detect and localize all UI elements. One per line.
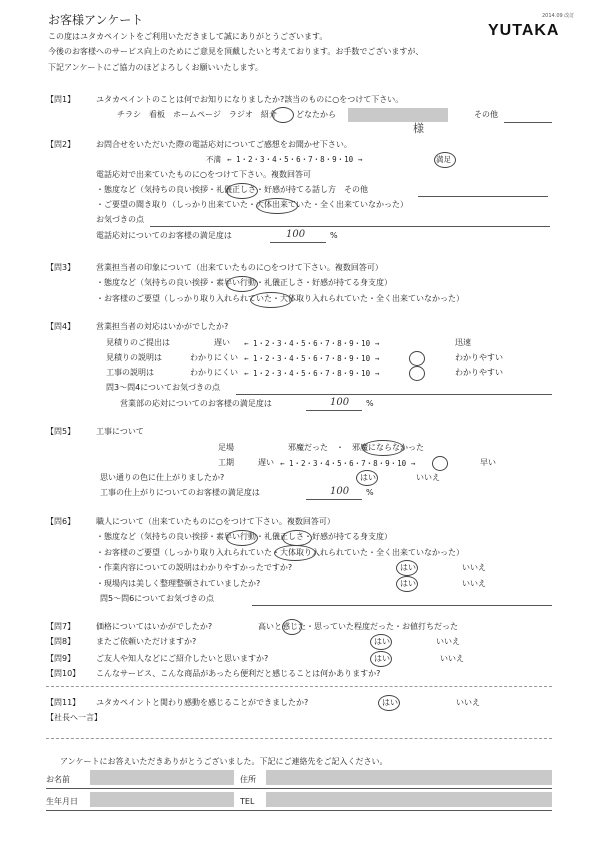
president-line-1: [46, 738, 552, 739]
q5-satisfaction-line: [306, 499, 362, 500]
q6-notice: 問5〜問6についてお気づきの点: [100, 594, 215, 603]
footer-name-label: お名前: [46, 775, 70, 784]
q5-row2-answer-circle: [432, 456, 448, 471]
footer-name-redacted: [90, 770, 234, 785]
q5-unit: %: [366, 488, 374, 497]
q4-row3-label: 工事の説明は: [106, 368, 154, 377]
q1-options: チラシ 看板 ホームページ ラジオ 紹介: [117, 110, 277, 119]
q5-satisfaction: 工事の仕上がりについてのお客様の満足度は: [100, 488, 260, 497]
q7-options: 高いと感じた・思っていた程度だった・お値打ちだった: [258, 622, 458, 631]
footer-address-label: 住所: [240, 775, 256, 784]
q4-label: 【問4】: [46, 322, 76, 331]
q1-other-line: [504, 122, 552, 123]
q1-answer-circle: [272, 107, 294, 123]
footer-line-2: [46, 810, 552, 811]
q7-answer-circle: [282, 619, 302, 635]
q2-notice-line: [150, 226, 550, 227]
intro-line-2: 今後のお客様へのサービス向上のためにご意見を頂戴したいと考えております。お手数でございますが、: [48, 47, 424, 56]
q4-row1-left: 遅い: [214, 338, 230, 347]
q4-row3-scale: ← 1・2・3・4・5・6・7・8・9・10 →: [244, 369, 380, 378]
q3-sub-1: ・態度など（気持ちの良い挨拶・素早い行動・礼儀正しさ・好感が持てる身支度）: [96, 278, 392, 287]
q1-handwritten-honorific: 様: [413, 122, 424, 135]
q6-sub-3-no: いいえ: [462, 563, 486, 572]
q6-sub-3-circle: [396, 560, 418, 576]
q3-question: 営業担当者の印象について（出来ていたものに○をつけて下さい。複数回答可）: [96, 263, 383, 272]
q10-question: こんなサービス、こんな商品があったら便利だと感じることは何かありますか?: [96, 669, 381, 678]
q3-label: 【問3】: [46, 263, 76, 272]
q4-row3-left: わかりにくい: [190, 368, 238, 377]
q2-scale-right: 満足: [436, 155, 451, 164]
q5-question: 工事について: [96, 427, 144, 436]
q4-row3-answer-circle: [409, 366, 425, 381]
q2-sub-2: ・態度など（気持ちの良い挨拶・礼儀正しさ・好感が持てる話し方 その他: [96, 185, 368, 194]
q4-row2-right: わかりやすい: [455, 353, 503, 362]
q5-color-question: 思い通りの色に仕上がりましたか?: [100, 473, 225, 482]
q2-sub-1: 電話応対で出来ていたものに○をつけて下さい。複数回答可: [96, 170, 311, 179]
q1-other: その他: [474, 110, 498, 119]
q6-sub-3: ・作業内容についての説明はわかりやすかったですか?: [96, 563, 293, 572]
q1-redacted-name: [348, 108, 448, 122]
q10-answer-line: [46, 686, 552, 687]
q2-label: 【問2】: [46, 140, 76, 149]
q4-row2-left: わかりにくい: [190, 353, 238, 362]
q2-other-line: [418, 196, 548, 197]
q5-label: 【問5】: [46, 427, 76, 436]
q8-no: いいえ: [436, 637, 460, 646]
revision-date: 2014.09 改訂: [542, 13, 575, 19]
q5-row1-label: 足場: [218, 443, 234, 452]
q11-yes: はい: [382, 698, 398, 707]
q6-sub-3-yes: はい: [400, 563, 416, 572]
q8-answer-circle: [370, 634, 392, 650]
q6-question: 職人について（出来ていたものに○をつけて下さい。複数回答可）: [96, 517, 335, 526]
q6-sub-4-circle: [396, 576, 418, 592]
page-title: お客様アンケート: [48, 13, 144, 27]
q4-row2-answer-circle: [409, 351, 425, 366]
q4-row1-right: 迅速: [455, 338, 471, 347]
q3-sub-2: ・お客様のご要望（しっかり取り入れられていた・大体取り入れられていた・全く出来ていなかった）: [96, 294, 464, 303]
q11-answer-circle: [378, 695, 400, 711]
q9-question: ご友人や知人などにご紹介したいと思いますか?: [96, 654, 269, 663]
q4-row2-scale: ← 1・2・3・4・5・6・7・8・9・10 →: [244, 354, 380, 363]
q9-yes: はい: [374, 654, 390, 663]
q2-answer-circle: [434, 152, 456, 168]
q10-label: 【問10】: [46, 669, 81, 678]
q3-circle-b: [250, 292, 292, 308]
q4-satisfaction-line: [306, 410, 362, 411]
footer-thanks: アンケートにお答えいただきありがとうございました。下記にご連絡先をご記入ください。: [60, 757, 388, 766]
q11-question: ユタカペイントと関わり感動を感じることができましたか?: [96, 698, 309, 707]
q4-notice-line: [236, 394, 552, 395]
q6-sub-2: ・お客様のご要望（しっかり取り入れられていた・大体取り入れられていた・全く出来ていなかった）: [96, 548, 464, 557]
q4-satisfaction-value: 100: [330, 397, 350, 408]
president-label: 【社長へ一言】: [46, 713, 102, 722]
q2-sub-3: ・ご要望の聞き取り（しっかり出来ていた・大体出来ていた・全く出来ていなかった）: [96, 200, 408, 209]
footer-tel-redacted: [266, 792, 552, 807]
q9-no: いいえ: [440, 654, 464, 663]
q2-circle-a: [226, 183, 258, 199]
q2-satisfaction-value: 100: [286, 229, 306, 240]
q6-circle-b: [282, 530, 312, 546]
intro-line-1: この度はユタカペイントをご利用いただきまして誠にありがとうございます。: [48, 32, 328, 41]
q6-label: 【問6】: [46, 517, 76, 526]
q2-satisfaction: 電話応対についてのお客様の満足度は: [96, 231, 232, 240]
q2-unit: %: [330, 231, 338, 240]
q9-label: 【問9】: [46, 654, 76, 663]
q6-sub-4-no: いいえ: [462, 579, 486, 588]
q5-color-no: いいえ: [416, 473, 440, 482]
q8-question: またご依頼いただけますか?: [96, 637, 197, 646]
q5-color-answer-circle: [356, 470, 378, 486]
q6-notice-line: [252, 605, 552, 606]
q2-notice: お気づきの点: [96, 215, 144, 224]
q1-intro-prompt: どなたから: [296, 110, 336, 119]
q8-yes: はい: [374, 637, 390, 646]
q4-notice: 問3〜問4についてお気づきの点: [106, 383, 221, 392]
q5-row1-circle: [362, 440, 404, 456]
q4-satisfaction: 営業部の応対についてのお客様の満足度は: [120, 399, 272, 408]
q4-row2-label: 見積りの説明は: [106, 353, 162, 362]
q2-question: お問合せをいただいた際の電話応対についてご感想をお聞かせ下さい。: [96, 140, 352, 149]
q5-row2-right: 早い: [480, 458, 496, 467]
footer-line-1: [46, 788, 552, 789]
q5-row1-options: 邪魔だった ・ 邪魔にならなかった: [288, 443, 424, 452]
q11-no: いいえ: [456, 698, 480, 707]
q2-scale: ← 1・2・3・4・5・6・7・8・9・10 →: [227, 155, 363, 164]
q6-sub-1: ・態度など（気持ちの良い挨拶・素早い行動・礼儀正しさ・好感が持てる身支度）: [96, 532, 392, 541]
q4-row3-right: わかりやすい: [455, 368, 503, 377]
q2-circle-b: [256, 198, 298, 214]
q7-label: 【問7】: [46, 622, 76, 631]
intro-line-3: 下記アンケートにご協力のほどよろしくお願いいたします。: [48, 63, 263, 72]
q5-row2-label: 工期: [218, 458, 234, 467]
footer-birthdate-label: 生年月日: [46, 797, 78, 806]
footer-tel-label: TEL: [240, 797, 255, 806]
q4-question: 営業担当者の対応はいかがでしたか?: [96, 322, 229, 331]
q5-color-yes: はい: [360, 473, 376, 482]
footer-birthdate-redacted: [90, 792, 234, 807]
q1-question: ユタカペイントのことは何でお知りになりましたか?該当のものに○をつけて下さい。: [96, 95, 404, 104]
q6-sub-4-yes: はい: [400, 579, 416, 588]
q8-label: 【問8】: [46, 637, 76, 646]
q5-row2-left: 遅い: [258, 458, 274, 467]
q6-circle-a: [226, 530, 258, 546]
footer-address-redacted: [266, 770, 552, 785]
q4-unit: %: [366, 399, 374, 408]
q5-satisfaction-value: 100: [330, 486, 350, 497]
q6-sub-4: ・現場内は美しく整理整頓されていましたか?: [96, 579, 261, 588]
q11-label: 【問11】: [46, 698, 81, 707]
q2-satisfaction-line: [270, 242, 326, 243]
q5-row2-scale: ← 1・2・3・4・5・6・7・8・9・10 →: [280, 459, 416, 468]
q9-answer-circle: [370, 651, 392, 667]
q2-scale-left: 不満: [206, 155, 221, 164]
company-logo: YUTAKA: [488, 22, 560, 39]
q3-circle-a: [226, 276, 258, 292]
q6-circle-c: [274, 545, 316, 561]
q4-row1-scale: ← 1・2・3・4・5・6・7・8・9・10 →: [244, 339, 380, 348]
q4-row1-label: 見積りのご提出は: [106, 338, 170, 347]
q7-question: 価格についてはいかがでしたか?: [96, 622, 213, 631]
q1-label: 【問1】: [46, 95, 76, 104]
